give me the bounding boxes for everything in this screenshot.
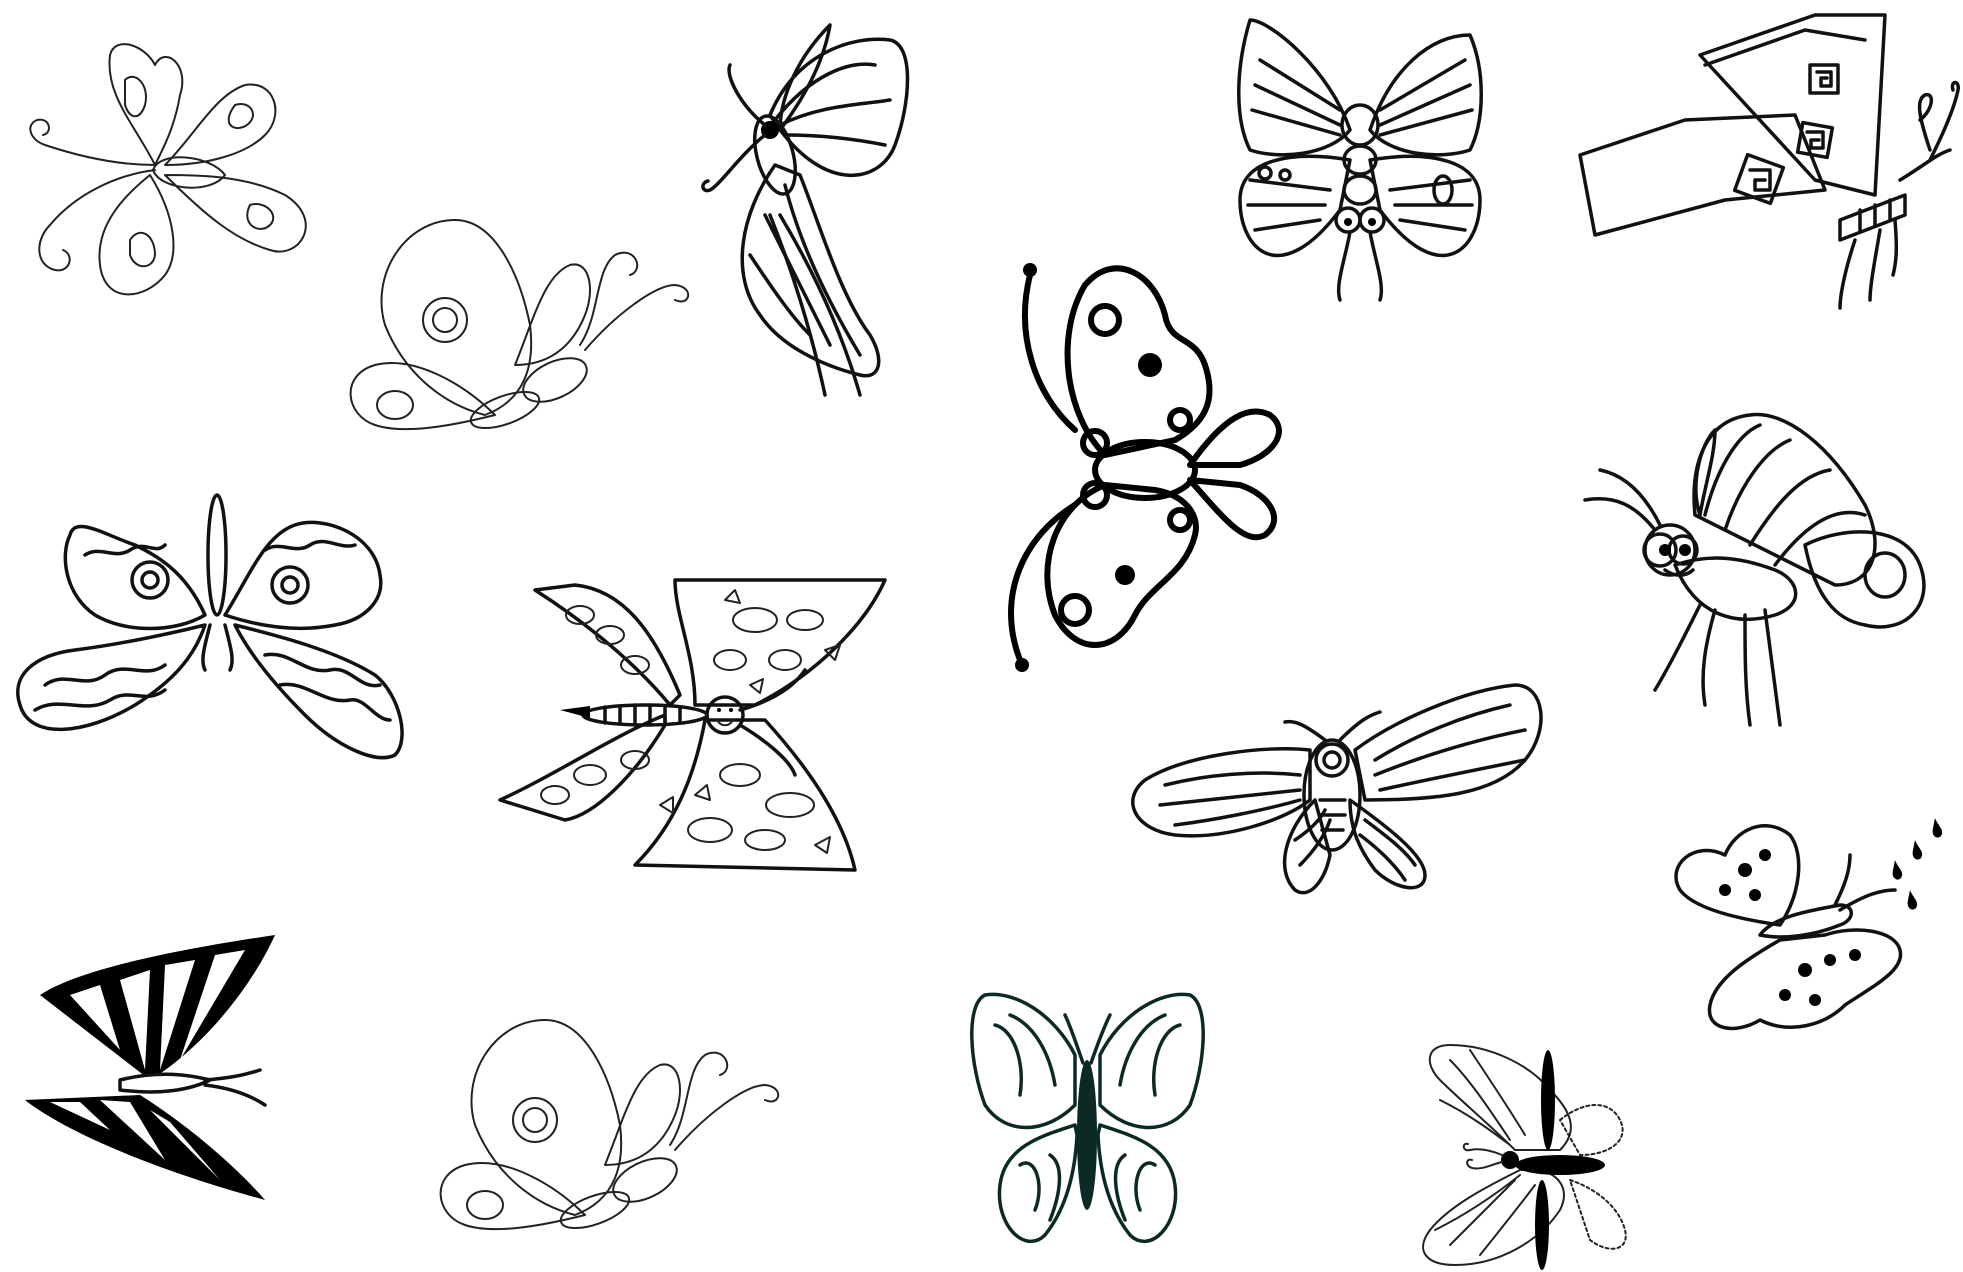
butterfly-spotted-droplets	[1665, 810, 1955, 1040]
butterfly-black-striped	[20, 930, 280, 1200]
butterfly-simple-outline-top	[345, 215, 695, 455]
butterfly-bold-dotted	[985, 255, 1305, 675]
butterfly-veined-side-view	[700, 15, 920, 405]
butterfly-simple-outline-bottom	[435, 1015, 785, 1255]
butterfly-heart-pattern	[15, 25, 325, 315]
butterfly-swirl-pattern	[5, 475, 405, 765]
butterfly-mosaic-smiling	[495, 575, 895, 875]
moth-banded-wings	[1125, 680, 1545, 900]
butterfly-dragonfly-body	[1410, 1040, 1640, 1270]
butterfly-cubist-spirals	[1575, 10, 1960, 310]
butterfly-cartoon-big-eyes	[1575, 405, 1935, 730]
butterfly-tribal-teal	[965, 985, 1210, 1260]
